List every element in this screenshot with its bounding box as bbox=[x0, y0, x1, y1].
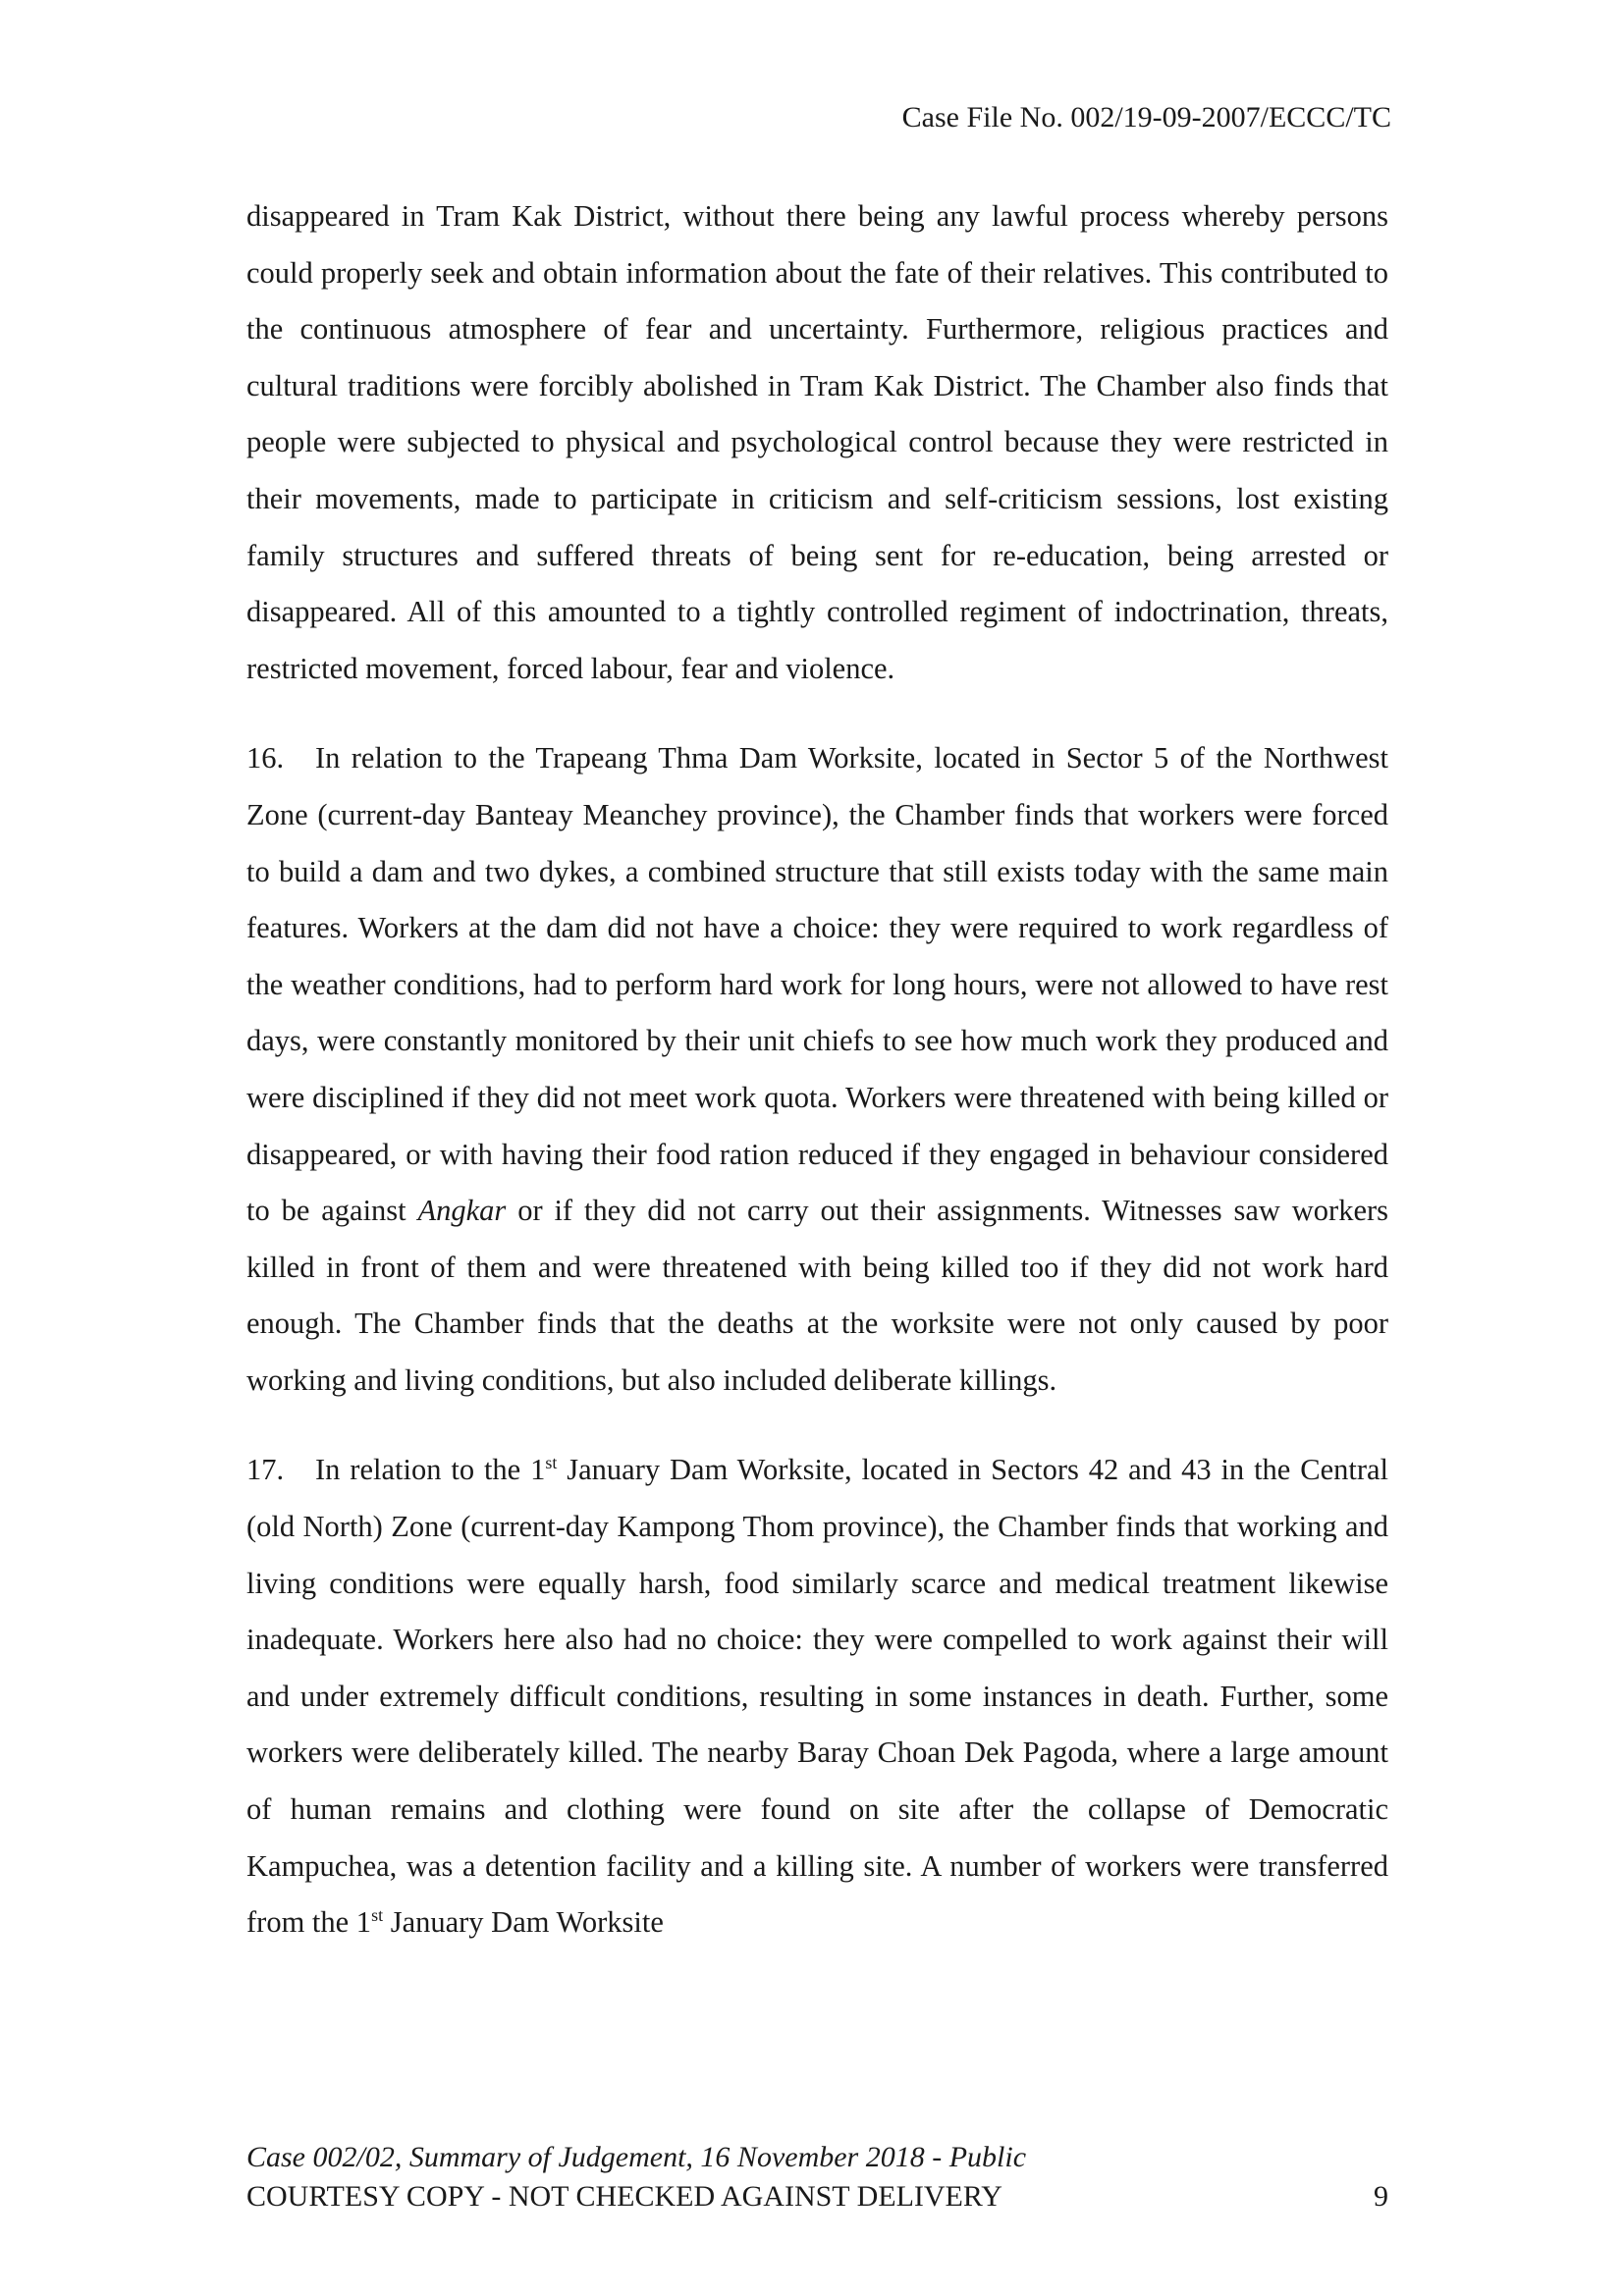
courtesy-notice: COURTESY COPY - NOT CHECKED AGAINST DELIVERY bbox=[246, 2180, 1002, 2213]
ordinal-superscript: st bbox=[545, 1453, 558, 1473]
paragraph-number: 17. bbox=[246, 1453, 285, 1487]
paragraph-text: disappeared in Tram Kak District, without there being any lawful process whereby persons could properly seek and obtain information about the fate of their relatives. This contributed to the continuous atmosphere of fear and uncertainty. Furthermore, religious practices and cultural traditions were forcibly abolished in Tram Kak District. The Chamber also finds that people were subjected to physical and psychological control because they were restricted in their movements, made to participate in criticism and self-criticism sessions, lost existing family structures and suffered threats of being sent for re-education, being arrested or disappeared. All of this amounted to a tightly controlled regiment of indoctrination, threats, restricted movement, forced labour, fear and violence. bbox=[246, 199, 1388, 685]
courtesy-line bbox=[246, 2177, 1388, 2216]
paragraph-text: or if they did not carry out their assignments. Witnesses saw workers killed in front of them and were threatened with being killed too if they did not work hard enough. The Chamber finds that the deaths at the worksite were not only caused by poor working and living conditions, but also included deliberate killings. bbox=[246, 1194, 1389, 1397]
judgement-body bbox=[246, 188, 1388, 1985]
case-summary-line: Case 002/02, Summary of Judgement, 16 November 2018 - Public bbox=[246, 2141, 1027, 2173]
paragraph-text: January Dam Worksite bbox=[390, 1905, 664, 1940]
paragraph-text: In relation to the Trapeang Thma Dam Worksite, located in Sector 5 of the Northwest Zone (current-day Banteay Meanchey province), the Chamber finds that workers were forced to build a dam and two dykes, a combined structure that still exists today with the same main features. Workers at the dam did not have a choice: they were required to work regardless of the weather conditions, had to perform hard work for long hours, were not allowed to have rest days, were constantly monitored by their unit chiefs to see how much work they produced and were disciplined if they did not meet work quota. Workers were threatened with being killed or disappeared, or with having their food ration reduced if they engaged in behaviour considered to be against bbox=[246, 741, 1388, 1228]
paragraph-continued bbox=[246, 188, 1388, 697]
paragraph-text: In relation to the 1 bbox=[315, 1453, 546, 1487]
case-file-header: Case File No. 002/19-09-2007/ECCC/TC bbox=[901, 101, 1391, 133]
paragraph-text: January Dam Worksite, located in Sectors 42 and 43 in the Central (old North) Zone (current-day Kampong Thom province), the Chamber finds that working and living conditions were equally harsh, food similarly scarce and medical treatment likewise inadequate. Workers here also had no choice: they were compelled to work against their will and under extremely difficult conditions, resulting in some instances in death. Further, some workers were deliberately killed. The nearby Baray Choan Dek Pagoda, where a large amount of human remains and clothing were found on site after the collapse of Democratic Kampuchea, was a detention facility and a killing site. A number of workers were transferred from the 1 bbox=[246, 1453, 1388, 1940]
paragraph-number: 16. bbox=[246, 741, 285, 775]
page-number: 9 bbox=[1374, 2180, 1388, 2213]
paragraph-16 bbox=[246, 730, 1388, 1409]
page-footer bbox=[246, 2138, 1388, 2216]
emphasis-angkar: Angkar bbox=[417, 1194, 507, 1228]
paragraph-17 bbox=[246, 1442, 1388, 1950]
ordinal-superscript: st bbox=[371, 1905, 384, 1926]
